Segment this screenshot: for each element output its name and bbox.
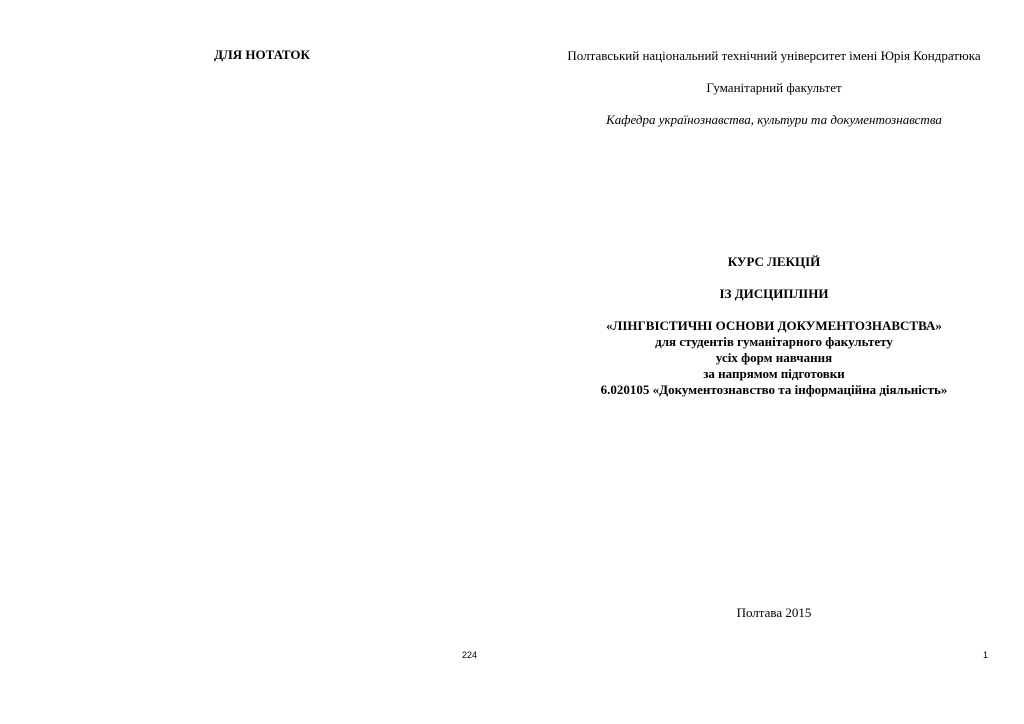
right-page-number: 1	[983, 650, 989, 660]
audience-line: для студентів гуманітарного факультету	[655, 334, 893, 349]
department-name: Кафедра українознавства, культури та документознавства	[606, 112, 942, 127]
city-year: Полтава 2015	[736, 605, 812, 620]
notes-heading: ДЛЯ НОТАТОК	[214, 47, 310, 62]
course-title-line-2: ІЗ ДИСЦИПЛІНИ	[719, 286, 829, 301]
course-title-line-1: КУРС ЛЕКЦІЙ	[727, 254, 821, 269]
faculty-name: Гуманітарний факультет	[706, 80, 842, 95]
study-forms-line: усіх форм навчання	[715, 350, 833, 365]
right-page	[512, 0, 1024, 724]
direction-label: за напрямом підготовки	[703, 366, 845, 381]
discipline-title: «ЛІНГВІСТИЧНІ ОСНОВИ ДОКУМЕНТОЗНАВСТВА»	[606, 318, 942, 333]
left-page-number: 224	[462, 650, 478, 660]
university-name: Полтавський національний технічний університет імені Юрія Кондратюка	[567, 48, 981, 63]
direction-line: 6.020105 «Документознавство та інформаційна діяльність»	[600, 382, 948, 397]
